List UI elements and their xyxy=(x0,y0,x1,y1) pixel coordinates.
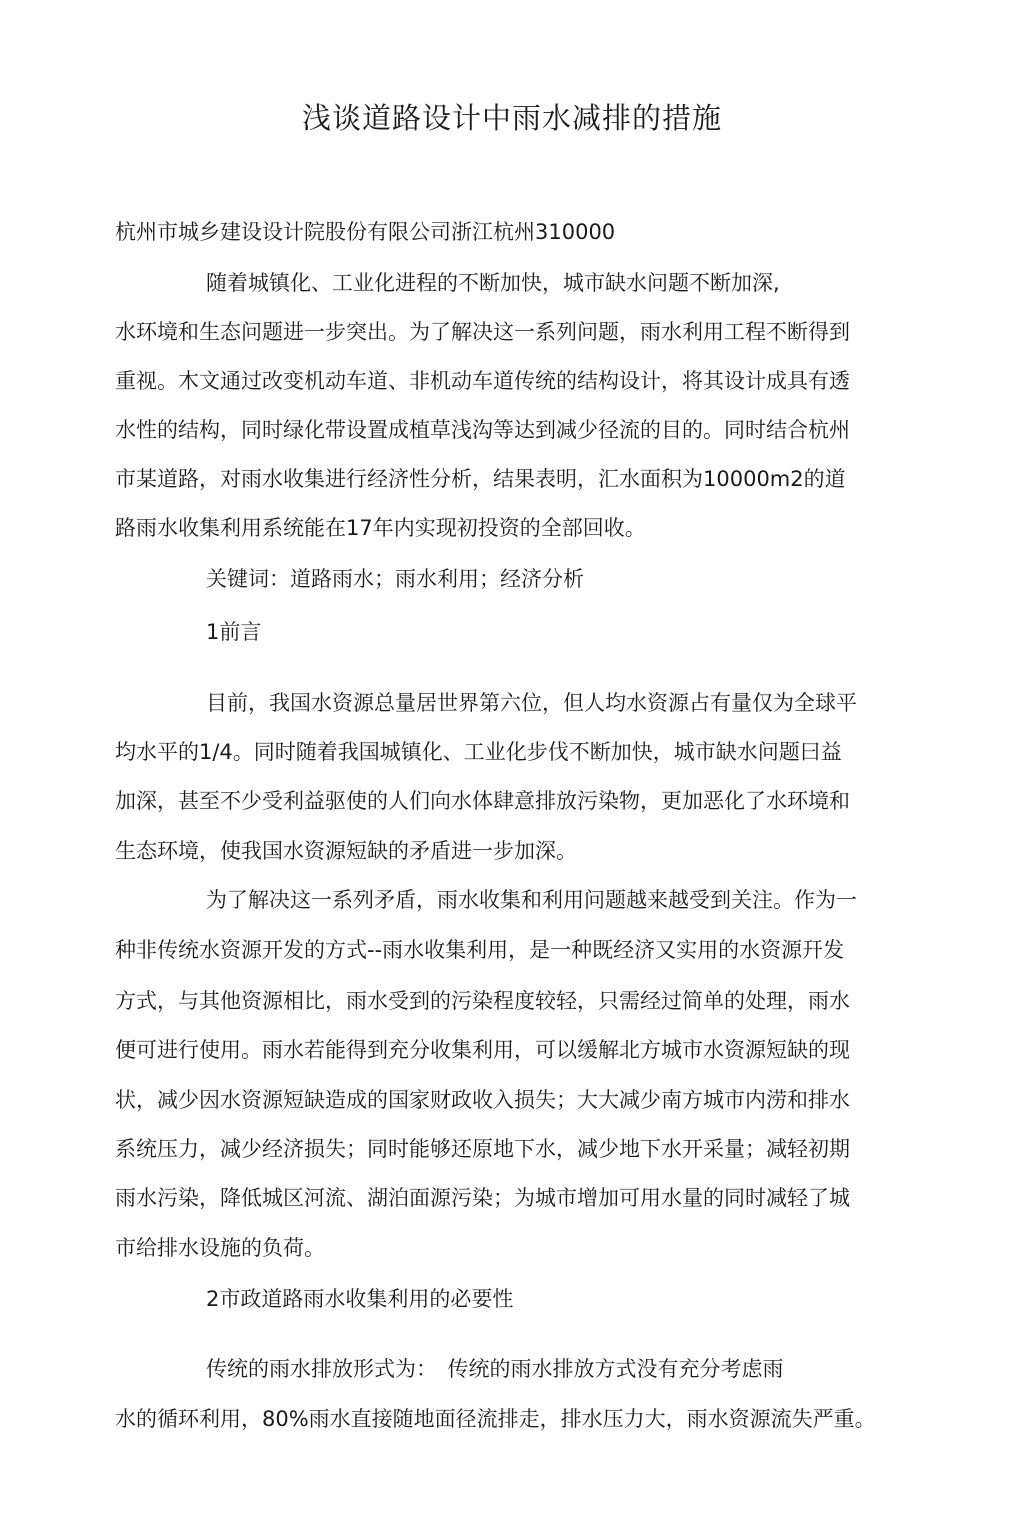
abstract-line: 随着城镇化、工业化进程的不断加快，城市缺水问题不断加深, xyxy=(206,271,780,295)
paragraph-line: 生态环境，使我国水资源短缺的矛盾进一步加深。 xyxy=(115,839,577,863)
section-1-heading: 1前言 xyxy=(206,620,262,644)
abstract-line: 水环境和生态问题进一步突出。为了解决这一系列问题，雨水利用工程不断得到 xyxy=(115,320,850,344)
keywords: 关键词：道路雨水；雨水利用；经济分析 xyxy=(206,567,584,591)
abstract-line: 水性的结构，同时绿化带设置成植草浅沟等达到减少径流的目的。同时结合杭州 xyxy=(115,418,850,442)
author-affiliation: 杭州市城乡建设设计院股份有限公司浙江杭州310000 xyxy=(115,220,616,244)
paragraph-line: 传统的雨水排放形式为： 传统的雨水排放方式没有充分考虑雨 xyxy=(206,1357,784,1381)
section-2-heading: 2市政道路雨水收集利用的必要性 xyxy=(206,1287,514,1311)
paragraph-line: 加深，甚至不少受利益驱使的人们向水体肆意排放污染物，更加恶化了水环境和 xyxy=(115,789,850,813)
paragraph-line: 均水平的1/4。同时随着我国城镇化、工业化步伐不断加快，城市缺水问题曰益 xyxy=(115,740,842,764)
paragraph-line: 雨水污染，降低城区河流、湖泊面源污染；为城市增加可用水量的同时减轻了城 xyxy=(115,1186,850,1210)
paragraph-line: 目前，我国水资源总量居世界第六位，但人均水资源占有量仅为全球平 xyxy=(206,691,857,715)
paragraph-line: 市给排水设施的负荷。 xyxy=(115,1236,325,1260)
paragraph-line: 水的循环利用，80%雨水直接随地面径流排走，排水压力大，雨水资源流失严重。 xyxy=(115,1407,876,1431)
paragraph-line: 种非传统水资源开发的方式--雨水收集利用，是一种既经济又实用的水资源幵发 xyxy=(115,938,845,962)
paragraph-line: 系统压力，减少经济损失；同时能够还原地下水，减少地下水开采量；减轻初期 xyxy=(115,1137,850,1161)
document-title: 浅谈道路设计中雨水减排的措施 xyxy=(301,101,722,135)
paragraph-line: 便可进行使用。雨水若能得到充分收集利用，可以缓解北方城市水资源短缺的现 xyxy=(115,1038,850,1062)
abstract-line: 市某道路，对雨水收集进行经济性分析，结果表明，汇水面积为10000m2的道 xyxy=(115,467,846,491)
paragraph-line: 方式，与其他资源相比，雨水受到的污染程度较轻，只需经过简单的处理，雨水 xyxy=(115,989,850,1013)
paragraph-line: 状，减少因水资源短缺造成的国家财政收入损失；大大减少南方城市内涝和排水 xyxy=(115,1088,850,1112)
paragraph-line: 为了解决这一系列矛盾，雨水收集和利用问题越来越受到关注。作为一 xyxy=(206,888,857,912)
abstract-line: 路雨水收集利用系统能在17年内实现初投资的全部回收。 xyxy=(115,516,646,540)
abstract-line: 重视。木文通过改变机动车道、非机动车道传统的结构设计，将其设计成具有透 xyxy=(115,369,850,393)
